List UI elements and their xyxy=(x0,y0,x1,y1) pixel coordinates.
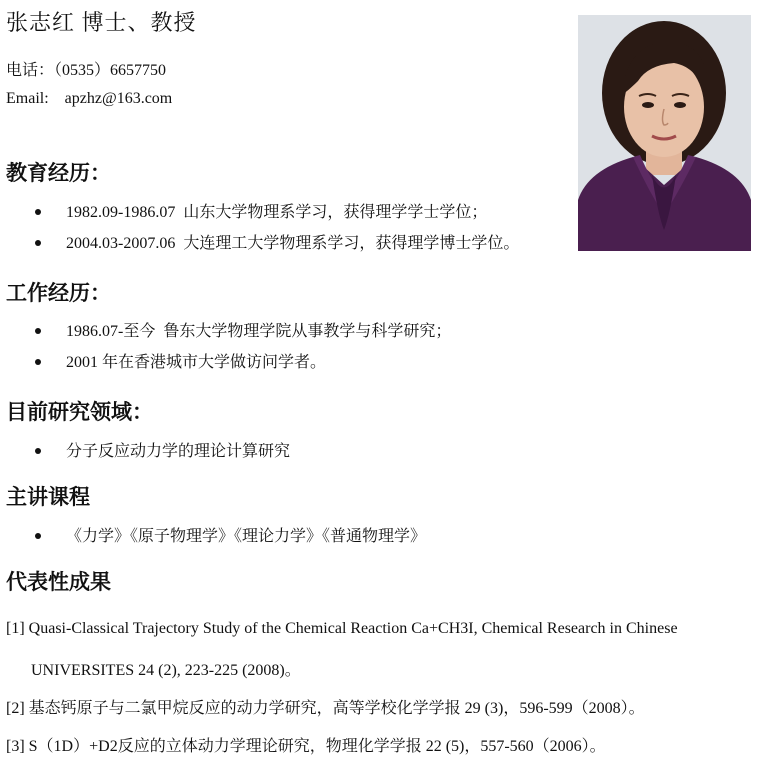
courses-heading: 主讲课程 xyxy=(6,485,90,509)
reference-1-line-2: UNIVERSITES 24 (2), 223-225 (2008)。 xyxy=(31,662,301,679)
name-title: 张志红 博士、教授 xyxy=(6,10,197,35)
phone-line xyxy=(6,57,166,80)
bullet-icon xyxy=(35,533,41,539)
achievements-heading: 代表性成果 xyxy=(6,570,111,594)
email-value: apzhz@163.com xyxy=(64,90,173,107)
bullet-icon xyxy=(35,359,41,365)
bullet-icon xyxy=(35,240,41,246)
education-date: 2004.03-2007.06 xyxy=(66,235,176,252)
education-heading: 教育经历： xyxy=(6,161,111,185)
education-text: 大连理工大学物理系学习，获得理学博士学位。 xyxy=(183,235,520,252)
education-list xyxy=(0,197,519,259)
work-text: 2001 年在香港城市大学做访问学者。 xyxy=(66,354,327,371)
work-list xyxy=(0,316,451,378)
reference-1-line-1: [1] Quasi-Classical Trajectory Study of the Chemical Reaction Ca+CH3I, Chemical Research in Chinese xyxy=(6,620,678,637)
courses-list xyxy=(0,521,426,552)
reference-3: [3] S（1D）+D2反应的立体动力学理论研究，物理化学学报 22 (5)，557-560（2006）。 xyxy=(6,738,606,755)
research-text: 分子反应动力学的理论计算研究 xyxy=(66,443,291,460)
research-list xyxy=(0,436,290,467)
work-heading: 工作经历： xyxy=(6,281,111,305)
education-text: 山东大学物理系学习，获得理学学士学位； xyxy=(183,204,488,221)
portrait-photo xyxy=(578,15,751,251)
list-item xyxy=(0,347,451,378)
research-heading: 目前研究领域： xyxy=(6,400,153,424)
bullet-icon xyxy=(35,209,41,215)
work-date: 1986.07-至今 xyxy=(66,323,156,340)
phone-value: （0535）6657750 xyxy=(54,62,167,79)
reference-2: [2] 基态钙原子与二氯甲烷反应的动力学研究，高等学校化学学报 29 (3)，596-599（2008）。 xyxy=(6,700,645,717)
list-item xyxy=(0,316,451,347)
email-line xyxy=(6,90,172,108)
list-item xyxy=(0,521,426,552)
list-item xyxy=(0,197,519,228)
work-text: 鲁东大学物理学院从事教学与科学研究； xyxy=(163,323,452,340)
bullet-icon xyxy=(35,448,41,454)
portrait-illustration xyxy=(578,15,751,251)
list-item xyxy=(0,228,519,259)
education-date: 1982.09-1986.07 xyxy=(66,204,176,221)
email-label: Email: xyxy=(6,90,49,107)
courses-text: 《力学》《原子物理学》《理论力学》《普通物理学》 xyxy=(66,528,427,545)
phone-label: 电话： xyxy=(6,62,55,79)
bullet-icon xyxy=(35,328,41,334)
list-item xyxy=(0,436,290,467)
